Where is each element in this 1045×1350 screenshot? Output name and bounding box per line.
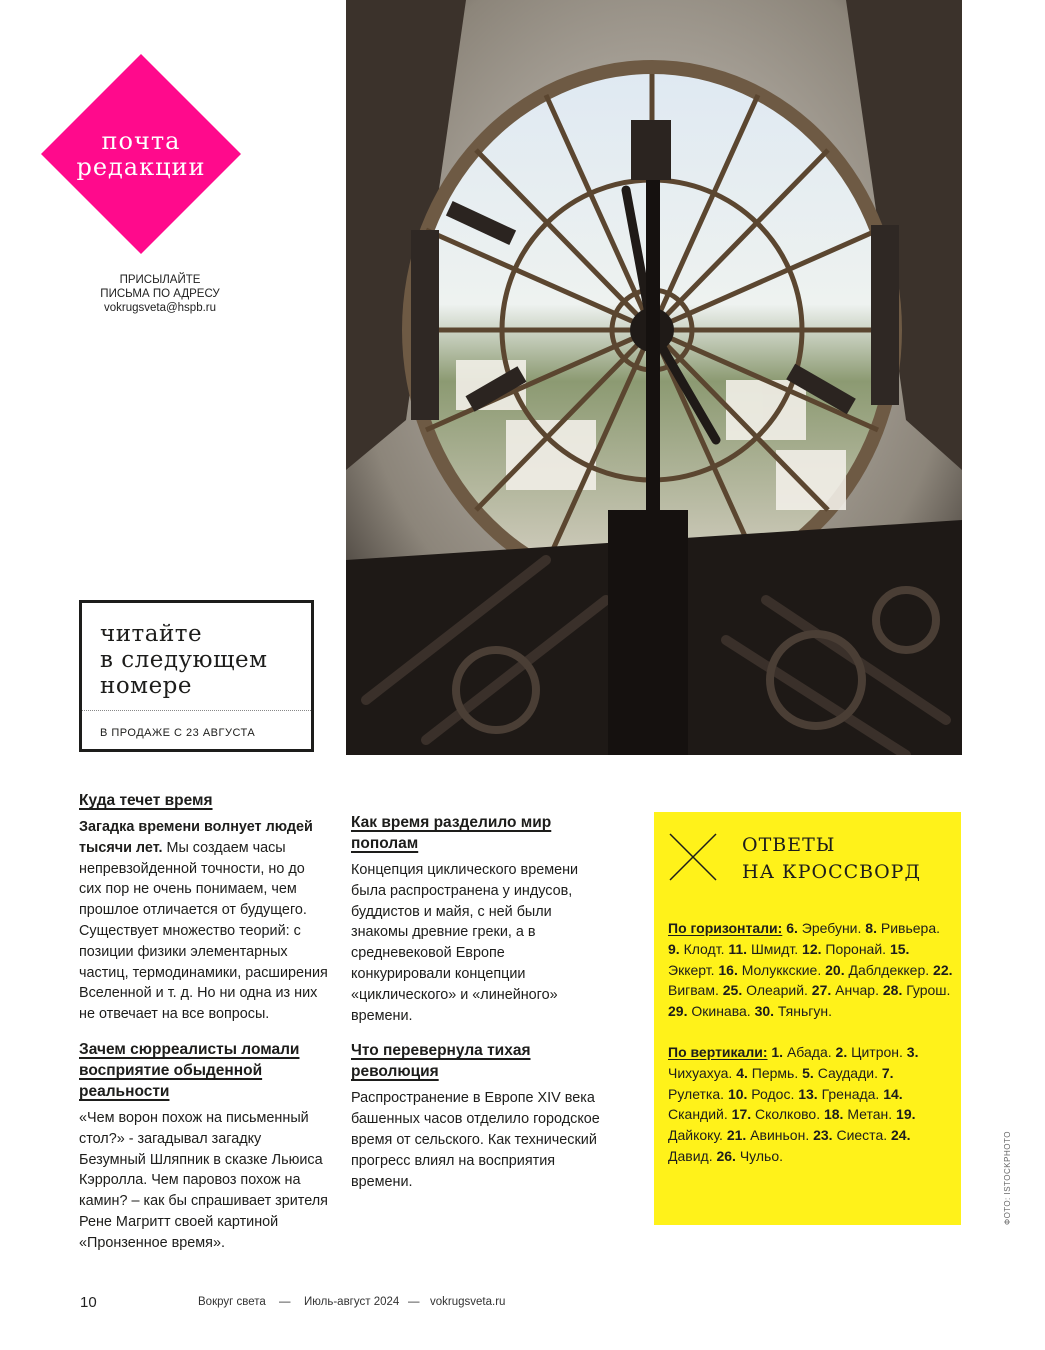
answer-number: 21. — [726, 1127, 747, 1144]
next-issue-title-line-3: номере — [100, 673, 193, 699]
lead-text: Загадка времени волнует людей тысячи лет. — [79, 819, 313, 856]
next-issue-box — [79, 600, 314, 752]
footer-magazine: Вокруг света — [198, 1296, 266, 1308]
answer-number: 23. — [813, 1127, 833, 1144]
answer-word: Родос. — [747, 1085, 795, 1102]
answer-number: 8. — [865, 920, 877, 936]
answer-number: 7. — [881, 1064, 894, 1081]
answer-number: 16. — [718, 961, 738, 978]
answer-number: 22. — [933, 961, 953, 978]
answer-word: Тяньгун. — [774, 1003, 833, 1020]
footer-separator: — — [279, 1296, 291, 1308]
answer-word: Олеарий. — [742, 982, 808, 999]
answer-number: 1. — [771, 1043, 784, 1060]
answer-number: 27. — [811, 982, 832, 999]
mailbox-badge — [41, 54, 241, 254]
answer-word: Гренада. — [817, 1085, 880, 1102]
answer-word: Окинава. — [687, 1003, 751, 1020]
crossword-title-line-2: НА КРОССВОРД — [742, 861, 921, 883]
answer-number: 26. — [716, 1147, 736, 1164]
answers-down — [668, 1042, 953, 1167]
headline-where-time-flows: Куда течет время — [79, 792, 213, 809]
answer-word: Молуккские. — [737, 961, 822, 978]
answer-number: 10. — [727, 1085, 748, 1102]
footer-separator: — — [408, 1296, 420, 1308]
clock-face-illustration — [346, 0, 962, 755]
answer-number: 29. — [668, 1003, 688, 1020]
answers-across — [668, 918, 953, 1022]
answer-number: 12. — [802, 940, 822, 957]
answer-word: Абада. — [783, 1043, 832, 1060]
answer-word: Рулетка. — [668, 1085, 725, 1102]
answer-word: Сколково. — [751, 1106, 821, 1123]
badge-line-2: редакции — [76, 153, 206, 181]
answer-word: Скандий. — [668, 1106, 728, 1123]
answer-number: 17. — [731, 1106, 752, 1123]
answers-section-label: По горизонтали: — [668, 920, 783, 936]
article-paragraph: Концепция циклического времени была распространена у индусов, буддистов и майя, с ней были знакомы древние греки, а в средневековой Европе конкурировали концепции «циклического» и «линейного» времени. — [351, 862, 579, 1024]
answer-word: Поронай. — [821, 940, 887, 957]
answer-word: Вигвам. — [668, 982, 719, 999]
next-issue-title-line-1: читайте — [100, 621, 203, 647]
answer-word: Даблдеккер. — [844, 961, 930, 978]
answer-number: 4. — [736, 1064, 748, 1081]
mail-info — [80, 273, 240, 315]
answer-word: Чульо. — [735, 1147, 784, 1164]
footer-issue: Июль-август 2024 — [304, 1296, 400, 1308]
answer-word: Цитрон. — [847, 1043, 903, 1060]
article-paragraph: Распространение в Европе XIV века башенных часов отделило городское время от сельского. Как технический прогресс влиял на восприятия времени. — [351, 1090, 600, 1190]
next-issue-sale-date: В ПРОДАЖЕ С 23 АВГУСТА — [100, 727, 256, 739]
clock-photo — [346, 0, 962, 755]
answer-word: Дайкоку. — [668, 1127, 723, 1144]
next-issue-title — [100, 621, 300, 699]
answer-number: 20. — [825, 961, 845, 978]
headline-quiet-revolution: Что перевернула тихая революция — [351, 1042, 531, 1081]
article-paragraph — [79, 817, 331, 1025]
headline-surrealists: Зачем сюрреалисты ломали восприятие обыденной реальности — [79, 1040, 300, 1100]
body-text: Мы создаем часы непревзойденной точности, но до сих пор не очень понимаем, чем прошлое отличается от будущего. Существует множество теорий: с позиции физики элементарных частиц, термодинамики, расширения Вселенной и т. д. Но ни одна из них не отвечает на все вопросы. — [79, 839, 328, 1023]
crossword-title — [742, 832, 952, 886]
crossword-title-line-1: ОТВЕТЫ — [742, 834, 836, 856]
answer-number: 2. — [835, 1043, 848, 1060]
answer-number: 13. — [798, 1085, 818, 1102]
next-issue-divider — [82, 710, 311, 711]
footer-site-link[interactable]: vokrugsveta.ru — [430, 1296, 506, 1308]
crossword-answers-box — [654, 812, 961, 1225]
answer-word: Чихуахуа. — [668, 1064, 733, 1081]
article-paragraph: «Чем ворон похож на письменный стол?» - загадывал загадку Безумный Шляпник в сказке Льюиса Кэрролла. Чем паровоз похож на камин? – как бы спрашивает зрителя Рене Магритт своей картиной «Пронзенное время». — [79, 1109, 328, 1251]
answer-word: Клодт. — [679, 940, 725, 957]
answer-word: Метан. — [843, 1106, 893, 1123]
answer-word: Анчар. — [831, 982, 879, 999]
answer-number: 6. — [786, 920, 798, 936]
photo-credit: ФОТО: ISTOCKPHOTO — [1003, 1131, 1012, 1225]
answer-word: Шмидт. — [747, 940, 799, 957]
article-column-2 — [351, 812, 601, 1192]
answer-word: Эребуни. — [797, 920, 862, 936]
article-column-1 — [79, 790, 331, 1254]
answers-section-label: По вертикали: — [668, 1043, 768, 1060]
answer-word: Саудади. — [813, 1064, 878, 1081]
next-issue-title-line-2: в следующем — [100, 647, 268, 673]
answer-word: Авиньон. — [746, 1127, 810, 1144]
badge-title — [41, 54, 241, 254]
answer-number: 24. — [891, 1127, 911, 1144]
mail-info-line-2: ПИСЬМА ПО АДРЕСУ — [100, 288, 220, 300]
answer-word: Сиеста. — [832, 1127, 888, 1144]
mail-email-link[interactable]: vokrugsveta@hspb.ru — [103, 302, 217, 314]
badge-line-1: почта — [101, 127, 181, 155]
answer-word: Ривьера. — [876, 920, 941, 936]
answer-number: 11. — [728, 940, 748, 957]
crossword-answers — [668, 918, 953, 1167]
mail-info-line-1: ПРИСЫЛАЙТЕ — [119, 274, 201, 286]
answer-number: 9. — [668, 940, 680, 957]
cross-x-icon — [668, 832, 718, 882]
answer-number: 15. — [889, 940, 910, 957]
answer-number: 3. — [906, 1043, 919, 1060]
page-number: 10 — [80, 1294, 97, 1311]
answer-word: Гурош. — [902, 982, 951, 999]
answer-number: 25. — [722, 982, 743, 999]
answer-number: 14. — [883, 1085, 903, 1102]
answer-word: Пермь. — [747, 1064, 799, 1081]
headline-time-divided-world: Как время разделило мир пополам — [351, 814, 552, 852]
answer-word: Эккерт. — [668, 961, 715, 978]
answer-number: 19. — [896, 1106, 916, 1123]
answer-number: 30. — [754, 1003, 775, 1020]
answer-number: 5. — [802, 1064, 814, 1081]
answer-number: 28. — [882, 982, 903, 999]
answer-word: Давид. — [668, 1147, 713, 1164]
answer-number: 18. — [823, 1106, 844, 1123]
